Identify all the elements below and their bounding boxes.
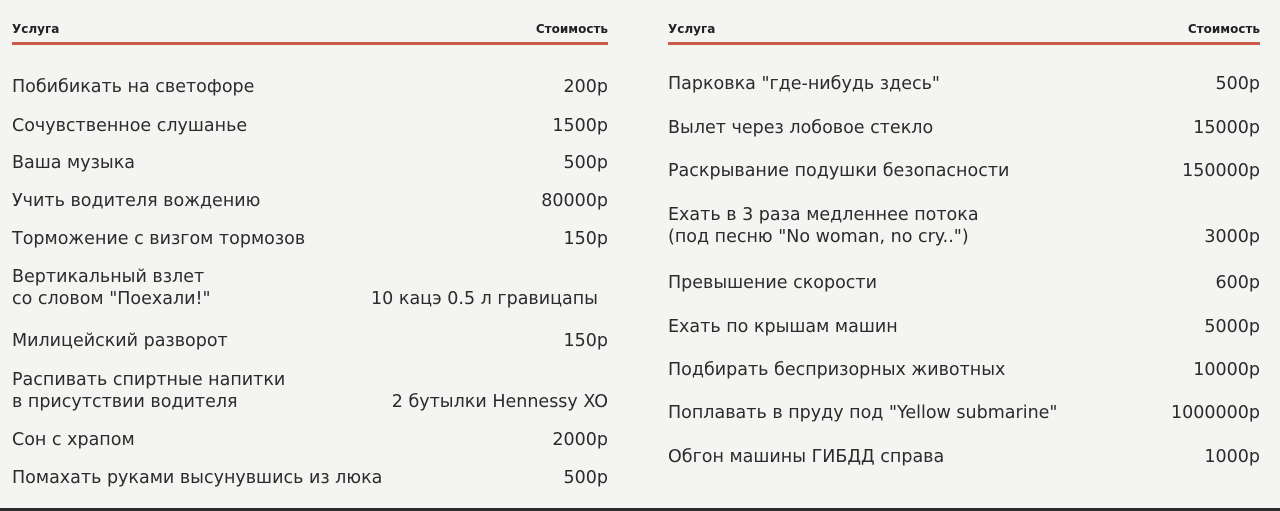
service-name xyxy=(12,266,211,310)
table-row xyxy=(12,467,608,489)
service-price: 3000р xyxy=(1204,227,1260,247)
table-row xyxy=(668,117,1260,139)
service-price: 1000р xyxy=(1204,447,1260,467)
table-row xyxy=(668,359,1260,381)
table-row xyxy=(12,190,608,212)
service-name: Ваша музыка xyxy=(12,153,136,173)
service-price: 2000р xyxy=(552,430,608,450)
left-price-table xyxy=(12,0,608,500)
service-name: Учить водителя вождению xyxy=(12,191,261,211)
service-name: Сон с храпом xyxy=(12,430,135,450)
table-row xyxy=(12,266,608,310)
service-price: 10 кацэ 0.5 л гравицапы xyxy=(371,289,598,309)
service-name: Раскрывание подушки безопасности xyxy=(668,161,1010,181)
service-price: 5000р xyxy=(1204,317,1260,337)
right-table-header xyxy=(668,14,1260,45)
service-price: 80000р xyxy=(541,191,608,211)
service-name: Превышение скорости xyxy=(668,273,877,293)
cost-column-header: Стоимость xyxy=(1187,22,1260,36)
service-price: 1500р xyxy=(552,116,608,136)
table-row xyxy=(668,204,1260,248)
service-name-line: (под песню "No woman, no cry..") xyxy=(668,227,969,247)
service-name: Обгон машины ГИБДД справа xyxy=(668,447,945,467)
service-price: 2 бутылки Hennessy XO xyxy=(391,392,608,412)
service-column-header: Услуга xyxy=(12,22,60,36)
service-price: 500р xyxy=(563,153,608,173)
service-name: Ехать по крышам машин xyxy=(668,317,898,337)
service-name-line: Вертикальный взлет xyxy=(12,267,205,287)
service-price: 150000р xyxy=(1182,161,1260,181)
service-name: Торможение с визгом тормозов xyxy=(12,229,306,249)
service-name-line: со словом "Поехали!" xyxy=(12,289,211,309)
table-row xyxy=(668,272,1260,294)
table-row xyxy=(668,402,1260,424)
service-price: 10000р xyxy=(1193,360,1260,380)
service-price: 150р xyxy=(563,331,608,351)
service-price: 200р xyxy=(563,77,608,97)
service-name-line: Распивать спиртные напитки xyxy=(12,370,286,390)
service-name: Подбирать беспризорных животных xyxy=(668,360,1006,380)
cost-column-header: Стоимость xyxy=(535,22,608,36)
table-row xyxy=(12,152,608,174)
service-price: 15000р xyxy=(1193,118,1260,138)
service-name xyxy=(12,369,285,413)
table-row xyxy=(12,76,608,98)
table-row xyxy=(12,330,608,352)
table-row xyxy=(12,369,608,413)
service-price: 600р xyxy=(1215,273,1260,293)
service-name-line: Ехать в 3 раза медленнее потока xyxy=(668,205,979,225)
service-name: Поплавать в пруду под "Yellow submarine" xyxy=(668,403,1058,423)
table-row xyxy=(668,446,1260,468)
table-row xyxy=(12,115,608,137)
service-price: 500р xyxy=(563,468,608,488)
table-row xyxy=(12,429,608,451)
service-name: Милицейский разворот xyxy=(12,331,228,351)
service-name: Сочувственное слушанье xyxy=(12,116,248,136)
service-name: Парковка "где-нибудь здесь" xyxy=(668,74,940,94)
table-row xyxy=(668,316,1260,338)
service-name xyxy=(668,204,979,248)
left-table-header xyxy=(12,14,608,45)
service-price: 500р xyxy=(1215,74,1260,94)
service-column-header: Услуга xyxy=(668,22,716,36)
table-row xyxy=(668,73,1260,95)
table-row xyxy=(12,228,608,250)
service-name: Помахать руками высунувшись из люка xyxy=(12,468,383,488)
service-name: Вылет через лобовое стекло xyxy=(668,118,934,138)
right-price-table xyxy=(668,0,1260,500)
service-price: 150р xyxy=(563,229,608,249)
table-row xyxy=(668,160,1260,182)
service-name: Побибикать на светофоре xyxy=(12,77,255,97)
service-price: 1000000р xyxy=(1170,403,1260,423)
service-name-line: в присутствии водителя xyxy=(12,392,238,412)
